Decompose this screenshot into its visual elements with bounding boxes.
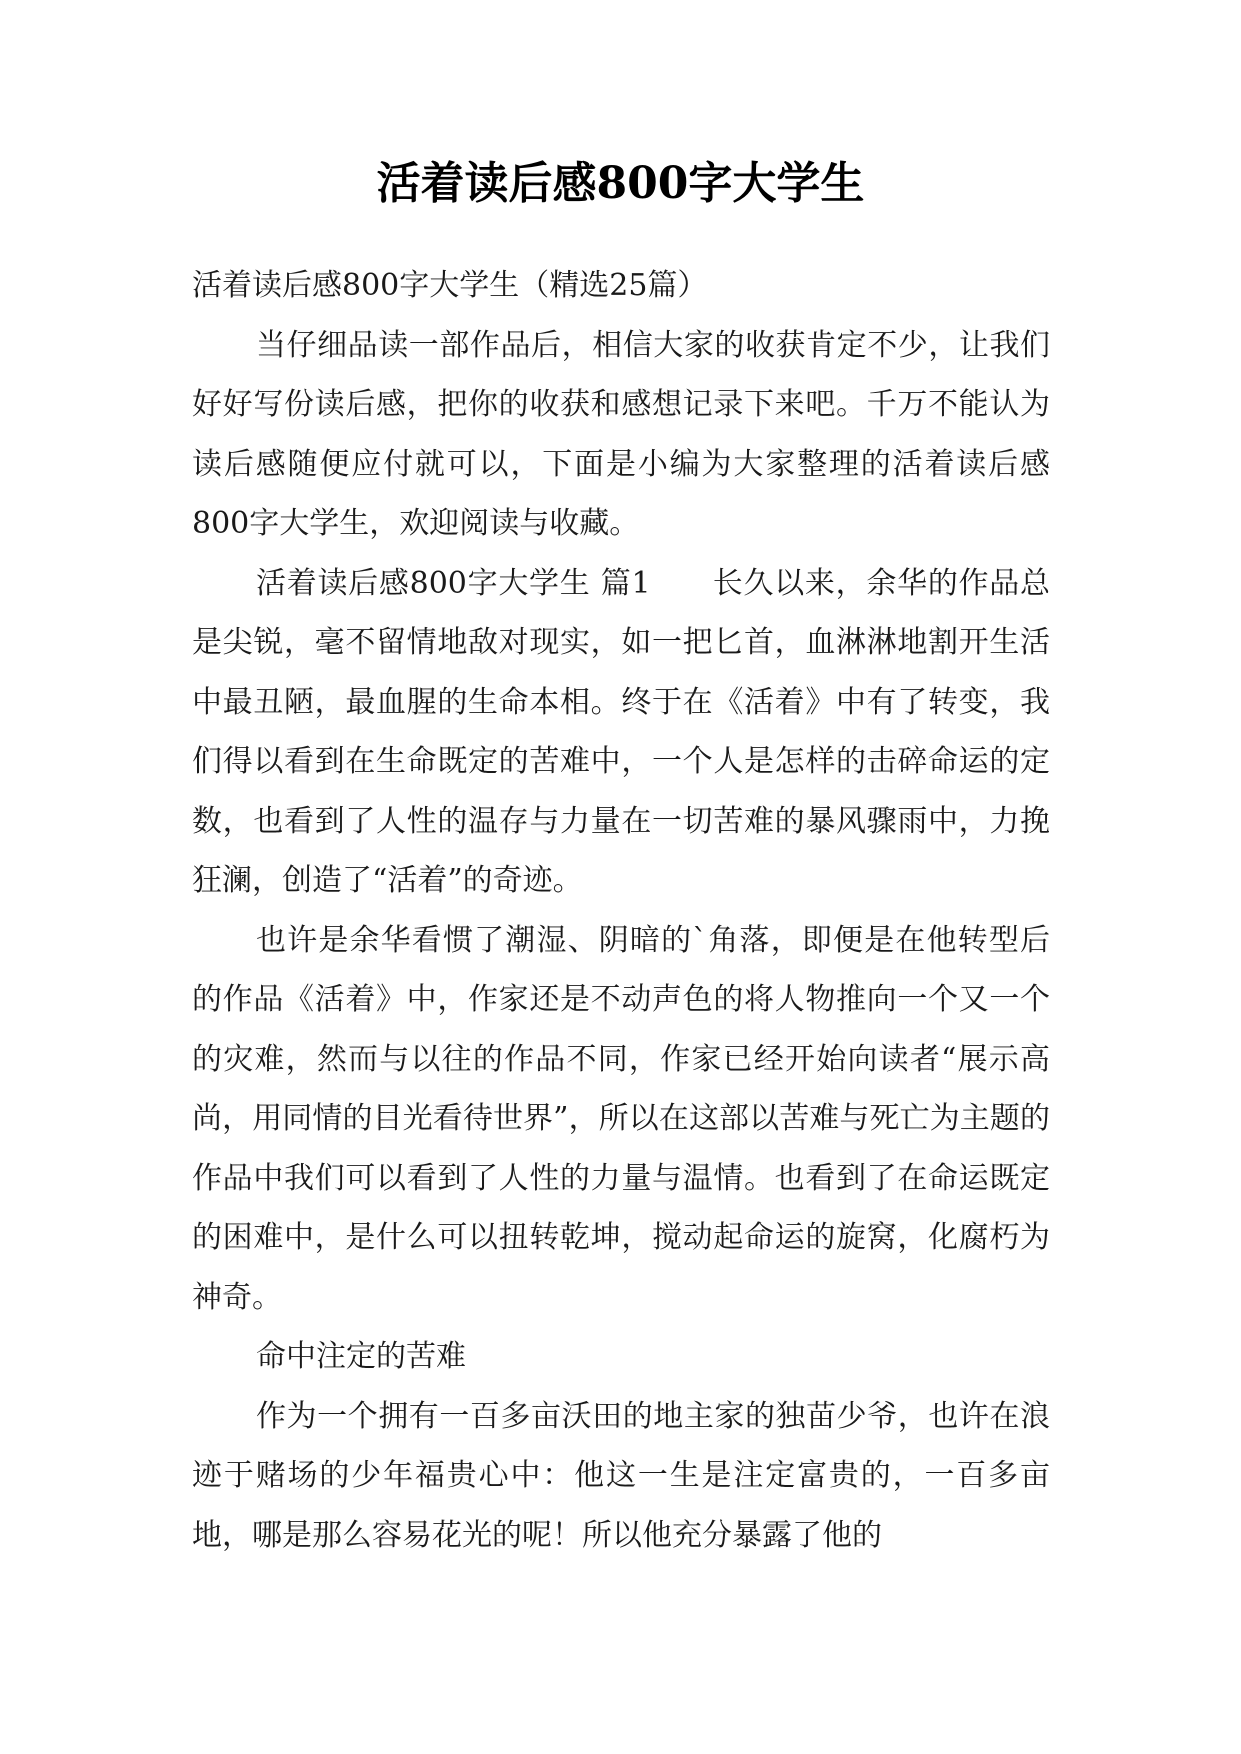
paragraph-body: 也许是余华看惯了潮湿、阴暗的`角落，即便是在他转型后的作品《活着》中，作家还是不动声色的将人物推向一个又一个的灾难，然而与以往的作品不同，作家已经开始向读者“展示高尚，用同情的目光看待世界”，所以在这部以苦难与死亡为主题的作品中我们可以看到了人性的力量与温情。也看到了在命运既定的困难中，是什么可以扭转乾坤，搅动起命运的旋窝，化腐朽为神奇。 [192,922,1050,1315]
document-body [192,256,1050,1565]
paragraph-part-1: 活着读后感800字大学生 篇1 长久以来，余华的作品总是尖锐，毫不留情地敌对现实，如一把匕首，血淋淋地割开生活中最丑陋，最血腥的生命本相。终于在《活着》中有了转变，我们得以看到在生命既定的苦难中，一个人是怎样的击碎命运的定数，也看到了人性的温存与力量在一切苦难的暴风骤雨中，力挽狂澜，创造了“活着”的奇迹。 [192,565,1050,898]
paragraph-subtitle: 活着读后感800字大学生（精选25篇） [192,268,708,303]
paragraph-intro: 当仔细品读一部作品后，相信大家的收获肯定不少，让我们好好写份读后感，把你的收获和感想记录下来吧。千万不能认为读后感随便应付就可以，下面是小编为大家整理的活着读后感800字大学生，欢迎阅读与收藏。 [192,327,1050,541]
document-title: 活着读后感800字大学生 [376,158,865,209]
paragraph-heading: 命中注定的苦难 [256,1339,466,1374]
paragraph-body: 作为一个拥有一百多亩沃田的地主家的独苗少爷，也许在浪迹于赌场的少年福贵心中：他这一生是注定富贵的，一百多亩地，哪是那么容易花光的呢！所以他充分暴露了他的 [192,1398,1050,1553]
